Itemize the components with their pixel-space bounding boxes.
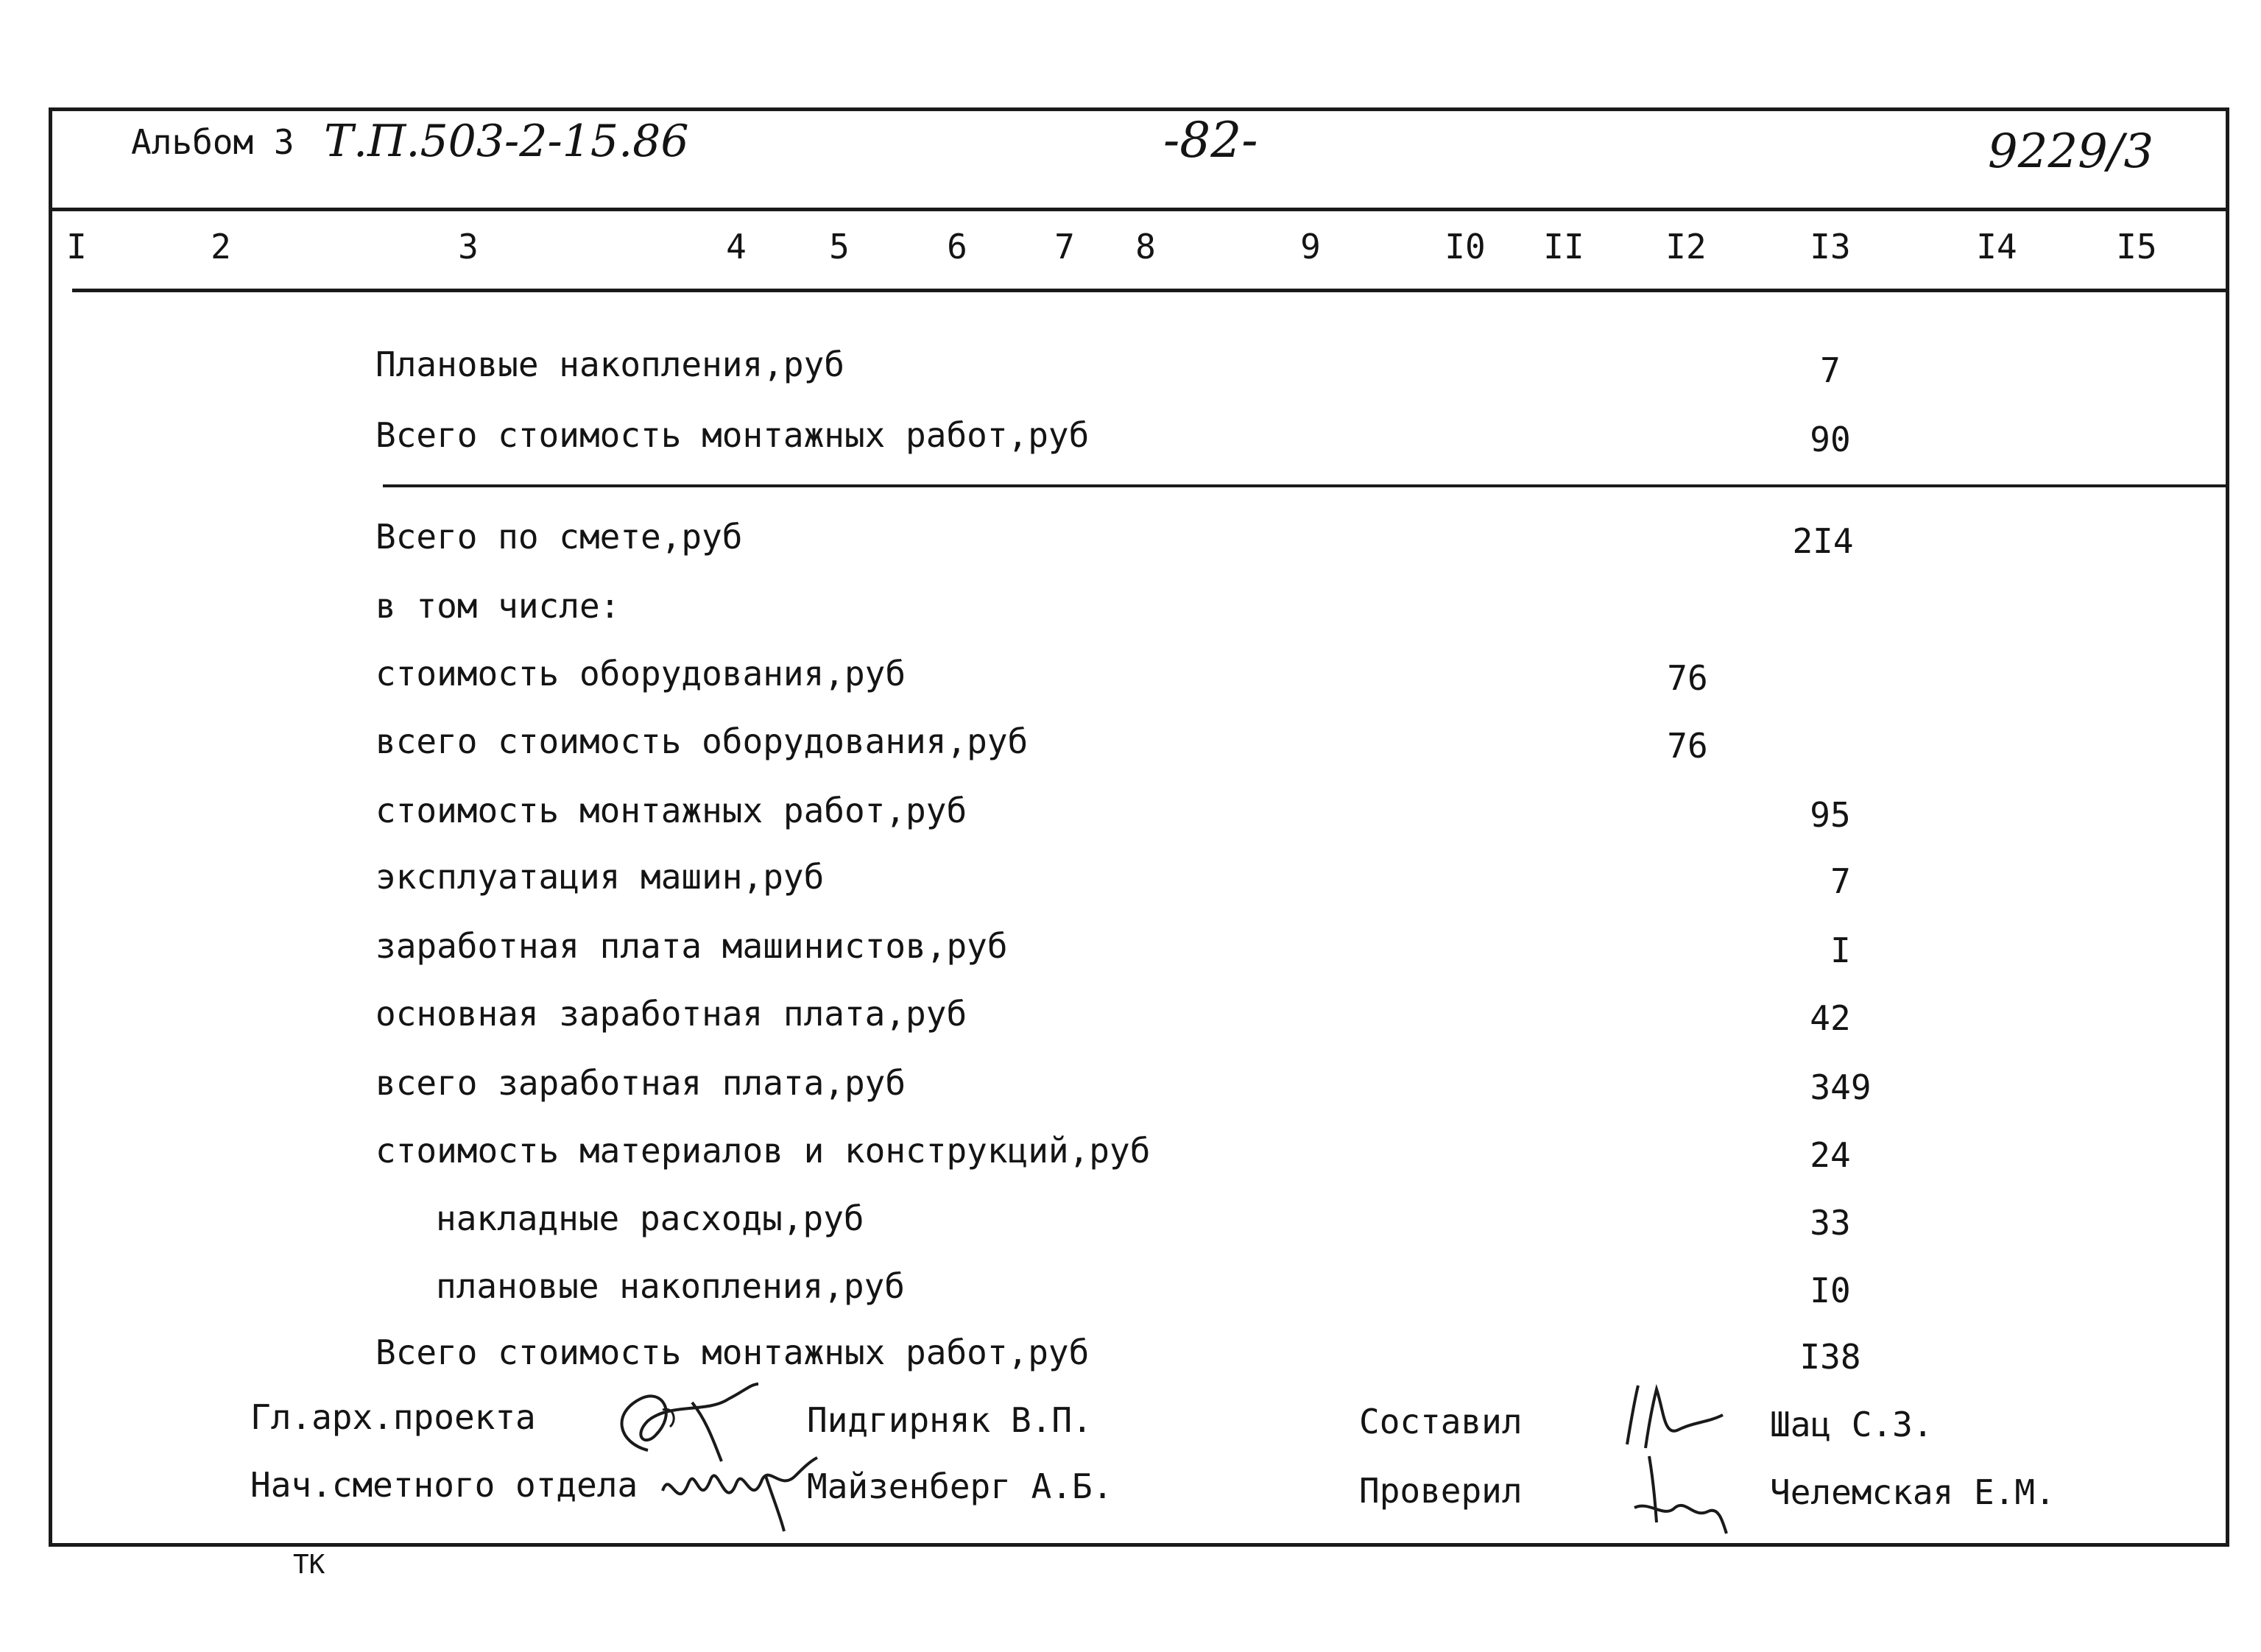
column-number: 3 [458,227,479,266]
row-label-installation-total-2: Всего стоимость монтажных работ,руб [375,1332,1090,1372]
row-value-planned-savings: 7 [1820,350,1841,390]
column-number: I2 [1665,227,1707,266]
checked-by-signature [1620,1449,1738,1537]
chief-architect-name: Пидгирняк В.П. [807,1400,1093,1440]
footer-mark: ТК [293,1550,325,1580]
row-value-installation-total-2: I38 [1799,1337,1861,1377]
section-rule [383,484,2229,487]
row-value-estimate-total: 2I4 [1792,521,1854,561]
estimate-head-title: Нач.сметного отдела [250,1465,638,1505]
row-label-equipment-total: всего стоимость оборудования,руб [375,721,1029,761]
row-value-operator-wages: I [1830,931,1851,970]
row-label-equipment-cost: стоимость оборудования,руб [375,654,906,693]
row-label-estimate-total: Всего по смете,руб [375,517,743,557]
compiled-by-signature [1612,1378,1738,1459]
column-number: 9 [1300,227,1321,266]
checked-by-title: Проверил [1359,1471,1523,1511]
column-number: 7 [1054,227,1075,266]
row-value-overhead: 33 [1810,1203,1851,1243]
row-value-materials-cost: 24 [1810,1135,1851,1175]
row-value-installation-total: 90 [1810,420,1851,459]
row-label-total-wages: всего заработная плата,руб [375,1063,906,1103]
column-number: 4 [726,227,747,266]
estimate-head-signature [655,1447,825,1535]
checked-by-name: Челемская Е.М. [1770,1472,2056,1512]
column-number: I3 [1810,227,1851,266]
row-value-planned-savings-2: I0 [1810,1271,1851,1310]
row-value-installation-cost: 95 [1810,795,1851,835]
row-label-machine-operation: эксплуатация машин,руб [375,857,825,897]
row-label-materials-cost: стоимость материалов и конструкций,руб [375,1131,1151,1171]
column-number: I [66,227,87,266]
sheet-reference: 9229/3 [1988,124,2154,179]
column-number: 6 [947,227,967,266]
project-code: Т.П.503-2-15.86 [324,116,689,167]
row-value-base-wages: 42 [1810,998,1851,1038]
row-label-including: в том числе: [375,586,621,626]
column-number: 5 [829,227,850,266]
row-label-installation-total: Всего стоимость монтажных работ,руб [375,415,1090,455]
compiled-by-name: Шац С.З. [1770,1405,1933,1444]
row-value-machine-operation: 7 [1830,861,1851,901]
compiled-by-title: Составил [1359,1402,1523,1441]
row-value-equipment-total: 76 [1667,726,1708,766]
estimate-head-name: Майзенберг А.Б. [807,1466,1113,1506]
row-label-overhead: накладные расходы,руб [436,1199,864,1238]
column-header-rule [72,289,2229,292]
header-rule [49,208,2229,211]
column-number: 8 [1135,227,1156,266]
column-number: I4 [1976,227,2017,266]
row-label-planned-savings-2: плановые накопления,руб [436,1266,905,1306]
row-label-base-wages: основная заработная плата,руб [375,994,967,1034]
row-label-planned-savings: Плановые накопления,руб [375,345,844,384]
row-value-total-wages: 349 [1810,1067,1872,1107]
row-label-installation-cost: стоимость монтажных работ,руб [375,791,967,830]
chief-architect-title: Гл.арх.проекта [250,1397,536,1437]
column-number: 2 [211,227,231,266]
page-number: -82- [1163,112,1258,169]
album-label: Альбом 3 [131,122,294,162]
column-number: I0 [1445,227,1486,266]
column-number: II [1543,227,1584,266]
row-value-equipment-cost: 76 [1667,658,1708,698]
column-number: I5 [2116,227,2157,266]
row-label-operator-wages: заработная плата машинистов,руб [375,926,1008,966]
